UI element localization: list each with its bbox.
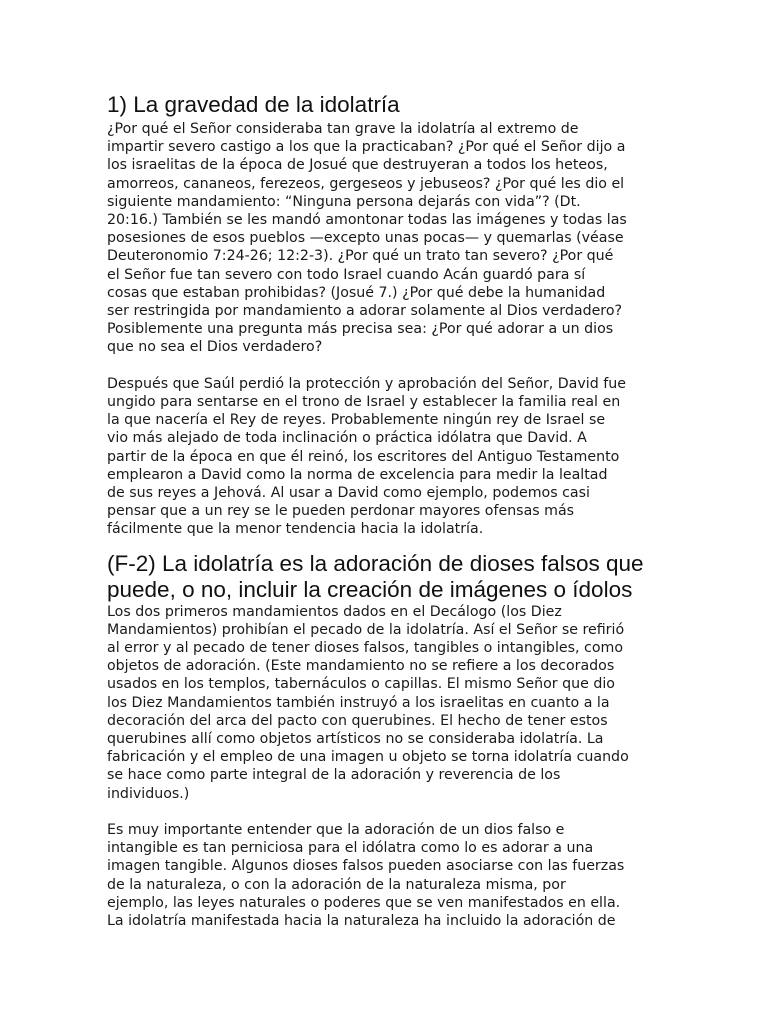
text-line: ungido para sentarse en el trono de Israel y establecer la familia real en xyxy=(107,394,621,411)
text-line: el Señor fue tan severo con todo Israel cuando Acán guardó para sí xyxy=(107,266,586,283)
text-line: Los dos primeros mandamientos dados en el Decálogo (los Diez xyxy=(107,603,562,620)
text-line: objetos de adoración. (Este mandamiento no se refiere a los decorados xyxy=(107,658,615,675)
section-heading-line: puede, o no, incluir la creación de imágenes o ídolos xyxy=(107,576,633,602)
text-line: intangible es tan perniciosa para el idólatra como lo es adorar a una xyxy=(107,840,594,857)
text-line: ejemplo, las leyes naturales o poderes que se ven manifestados en ella. xyxy=(107,894,621,911)
text-line: individuos.) xyxy=(107,785,190,802)
text-line: cosas que estaban prohibidas? (Josué 7.) ¿Por qué debe la humanidad xyxy=(107,284,606,301)
text-line: amorreos, cananeos, ferezeos, gergeseos y jebuseos? ¿Por qué les dio el xyxy=(107,175,625,192)
text-line: siguiente mandamiento: “Ninguna persona dejarás con vida”? (Dt. xyxy=(107,193,581,210)
text-line: se hace como parte integral de la adoración y reverencia de los xyxy=(107,767,561,784)
text-line: ser restringida por mandamiento a adorar solamente al Dios verdadero? xyxy=(107,303,623,320)
text-line: 20:16.) También se les mandó amontonar todas las imágenes y todas las xyxy=(107,212,627,229)
text-line: vio más alejado de toda inclinación o práctica idólatra que David. A xyxy=(107,430,587,447)
text-line: fácilmente que la menor tendencia hacia la idolatría. xyxy=(107,521,484,538)
document-page xyxy=(107,92,667,930)
section-heading-line: (F-2) La idolatría es la adoración de dioses falsos que xyxy=(107,550,644,576)
text-line: fabricación y el empleo de una imagen u objeto se torna idolatría cuando xyxy=(107,749,629,766)
text-line: Posiblemente una pregunta más precisa sea: ¿Por qué adorar a un dios xyxy=(107,321,614,338)
paragraph xyxy=(107,375,667,539)
text-line: ¿Por qué el Señor consideraba tan grave la idolatría al extremo de xyxy=(107,121,579,137)
text-line: los Diez Mandamientos también instruyó a los israelitas en cuanto a la xyxy=(107,694,610,711)
text-line: Deuteronomio 7:24-26; 12:2-3). ¿Por qué un trato tan severo? ¿Por qué xyxy=(107,248,614,265)
text-line: La idolatría manifestada hacia la naturaleza ha incluido la adoración de xyxy=(107,913,616,930)
text-line: los israelitas de la época de Josué que destruyeran a todos los heteos, xyxy=(107,157,608,174)
text-line: la que nacería el Rey de reyes. Probablemente ningún rey de Israel se xyxy=(107,412,606,429)
text-line: pensar que a un rey se le pueden perdonar mayores ofensas más xyxy=(107,503,575,520)
text-line: partir de la época en que él reinó, los escritores del Antiguo Testamento xyxy=(107,448,620,465)
text-line: imagen tangible. Algunos dioses falsos pueden asociarse con las fuerzas xyxy=(107,858,625,875)
paragraph xyxy=(107,120,667,357)
text-line: al error y al pecado de tener dioses falsos, tangibles o intangibles, como xyxy=(107,640,624,657)
text-line: posesiones de esos pueblos —excepto unas pocas— y quemarlas (véase xyxy=(107,230,624,247)
paragraph xyxy=(107,603,667,803)
paragraph-gap xyxy=(107,803,667,821)
text-line: usados en los templos, tabernáculos o capillas. El mismo Señor que dio xyxy=(107,676,615,693)
text-line: emplearon a David como la norma de excelencia para medir la lealtad xyxy=(107,466,608,483)
text-line: Después que Saúl perdió la protección y aprobación del Señor, David fue xyxy=(107,375,626,392)
section-heading-block xyxy=(107,551,667,603)
section-heading: 1) La gravedad de la idolatría xyxy=(107,92,400,117)
paragraph-gap xyxy=(107,357,667,375)
text-line: de la naturaleza, o con la adoración de la naturaleza misma, por xyxy=(107,876,566,893)
text-line: de sus reyes a Jehová. Al usar a David como ejemplo, podemos casi xyxy=(107,485,590,502)
text-line: querubines allí como objetos artísticos no se consideraba idolatría. La xyxy=(107,731,604,748)
text-line: impartir severo castigo a los que la practicaban? ¿Por qué el Señor dijo a xyxy=(107,139,626,156)
text-line: Es muy importante entender que la adoración de un dios falso e xyxy=(107,822,565,839)
paragraph xyxy=(107,821,667,930)
text-line: Mandamientos) prohibían el pecado de la idolatría. Así el Señor se refirió xyxy=(107,621,625,638)
text-line: que no sea el Dios verdadero? xyxy=(107,339,323,356)
text-line: decoración del arca del pacto con querubines. El hecho de tener estos xyxy=(107,712,608,729)
